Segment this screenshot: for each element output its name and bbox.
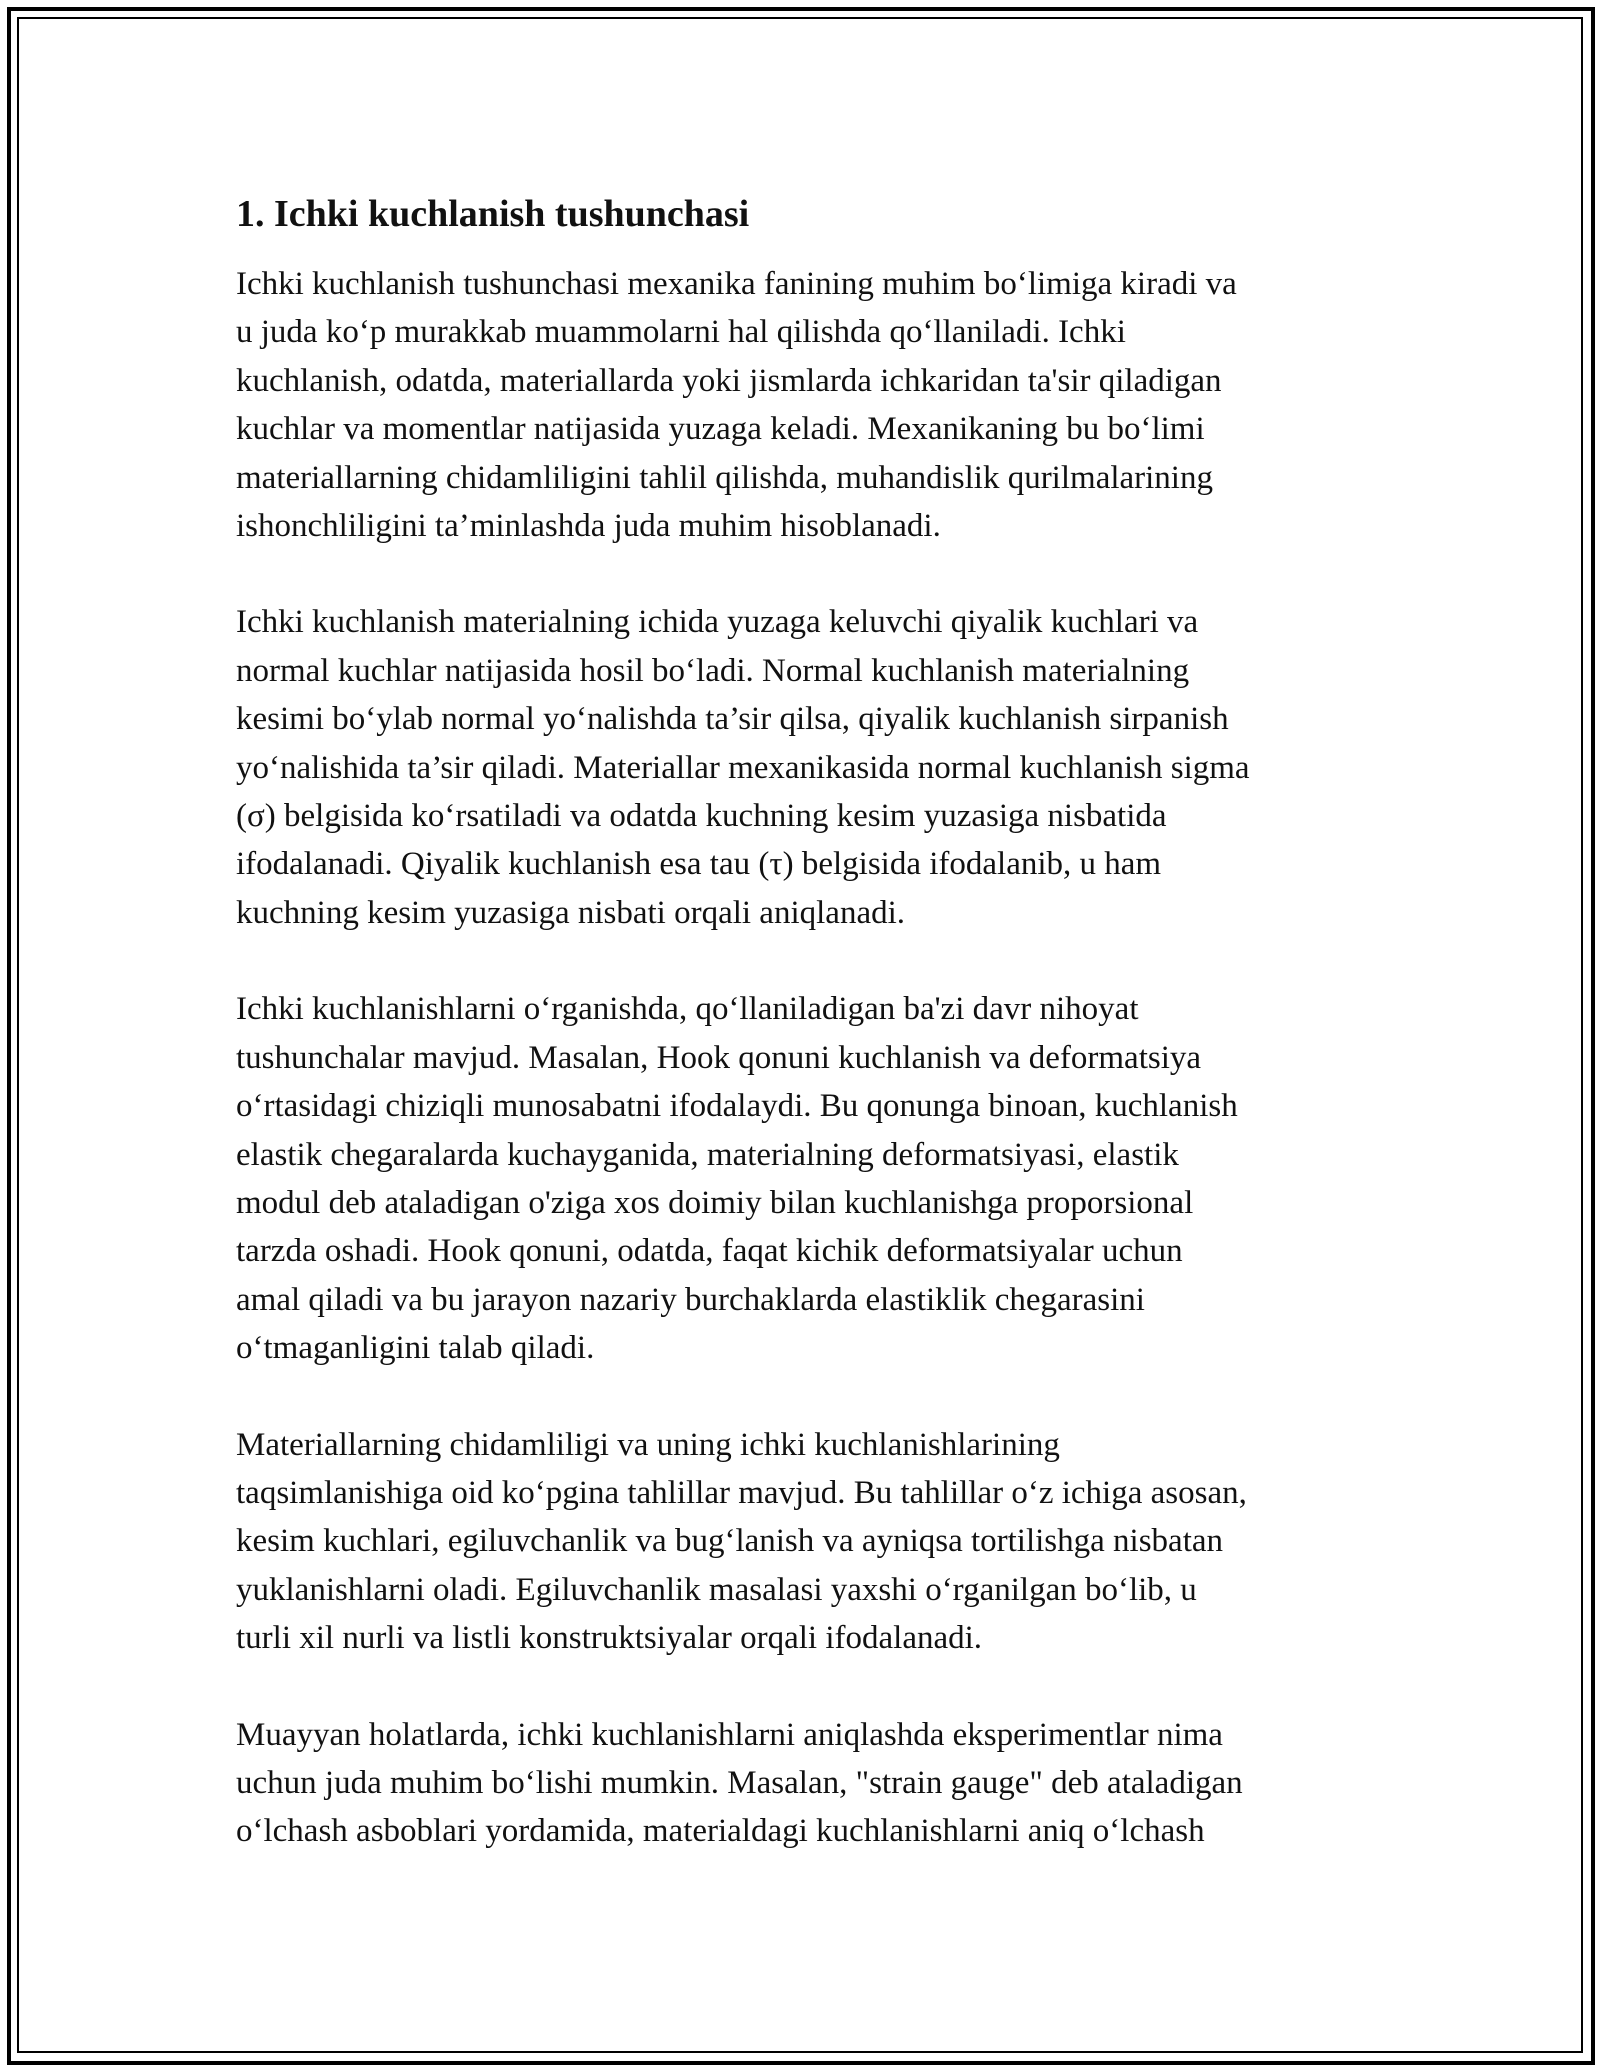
paragraph-3: Ichki kuchlanishlarni o‘rganishda, qo‘llaniladigan ba'zi davr nihoyat tushunchalar mavjud. Masalan, Hook qonuni kuchlanish va deformatsiya o‘rtasidagi chiziqli munosabatni ifodalaydi. Bu qonunga binoan, kuchlanish elastik chegaralarda kuchayganida, materialning deformatsiyasi, elastik modul deb ataladigan o'ziga xos doimiy bilan kuchlanishga proporsional tarzda oshadi. Hook qonuni, odatda, faqat kichik deformatsiyalar uchun amal qiladi va bu jarayon nazariy burchaklarda elastiklik chegarasini o‘tmaganligini talab qiladi. bbox=[236, 991, 1238, 1367]
paragraph-2: Ichki kuchlanish materialning ichida yuzaga keluvchi qiyalik kuchlari va normal kuchlar natijasida hosil bo‘ladi. Normal kuchlanish materialning kesimi bo‘ylab normal yo‘nalishda ta’sir qilsa, qiyalik kuchlanish sirpanish yo‘nalishida ta’sir qiladi. Materiallar mexanikasida normal kuchlanish sigma (σ) belgisida ko‘rsatiladi va odatda kuchning kesim yuzasiga nisbatida ifodalanadi. Qiyalik kuchlanish esa tau (τ) belgisida ifodalanib, u ham kuchning kesim yuzasiga nisbati orqali aniqlanadi. bbox=[236, 604, 1250, 931]
section-heading: 1. Ichki kuchlanish tushunchasi bbox=[236, 193, 750, 235]
document-body bbox=[236, 190, 1366, 1904]
paragraph-4: Materiallarning chidamliligi va uning ichki kuchlanishlarining taqsimlanishiga oid ko‘pgina tahlillar mavjud. Bu tahlillar o‘z ichiga asosan, kesim kuchlari, egiluvchanlik va bug‘lanish va ayniqsa tortilishga nisbatan yuklanishlarni oladi. Egiluvchanlik masalasi yaxshi o‘rganilgan bo‘lib, u turli xil nurli va listli konstruktsiyalar orqali ifodalanadi. bbox=[236, 1426, 1247, 1657]
paragraph-5: Muayyan holatlarda, ichki kuchlanishlarni aniqlashda eksperimentlar nima uchun juda muhim bo‘lishi mumkin. Masalan, "strain gauge" deb ataladigan o‘lchash asboblari yordamida, materialdagi kuchlanishlarni aniq o‘lchash bbox=[236, 1716, 1243, 1850]
paragraph-1: Ichki kuchlanish tushunchasi mexanika fanining muhim bo‘limiga kiradi va u juda ko‘p murakkab muammolarni hal qilishda qo‘llaniladi. Ichki kuchlanish, odatda, materiallarda yoki jismlarda ichkaridan ta'sir qiladigan kuchlar va momentlar natijasida yuzaga keladi. Mexanikaning bu bo‘limi materiallarning chidamliligini tahlil qilishda, muhandislik qurilmalarining ishonchliligini ta’minlashda juda muhim hisoblanadi. bbox=[236, 266, 1237, 545]
